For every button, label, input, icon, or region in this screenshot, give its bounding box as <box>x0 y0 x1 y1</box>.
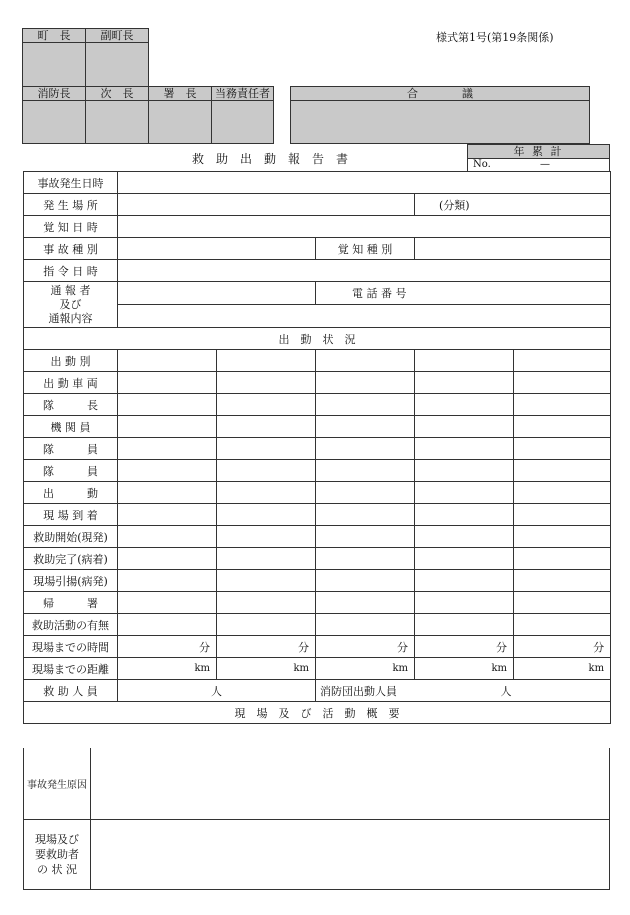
dispatch-row <box>24 504 611 526</box>
dispatch-row <box>24 592 611 614</box>
accident-type-label: 事 故 種 別 <box>24 238 118 260</box>
reporter-row-1 <box>24 282 611 305</box>
dispatch-row-label: 隊 員 <box>24 438 118 460</box>
dispatch-row <box>24 394 611 416</box>
order-datetime-row <box>24 260 611 282</box>
rescue-personnel-label: 救 助 人 員 <box>24 680 118 702</box>
dispatch-row-label: 帰 署 <box>24 592 118 614</box>
council-header: 合 議 <box>291 87 589 101</box>
dispatch-cell[interactable] <box>217 438 316 460</box>
duty-officer-stamp-box[interactable] <box>212 101 273 143</box>
rescue-personnel-row <box>24 680 611 702</box>
dispatch-cell[interactable] <box>316 460 415 482</box>
report-content-field[interactable] <box>118 305 611 328</box>
distance-cell[interactable]: km <box>217 658 316 680</box>
dispatch-row-label: 出 動 車 両 <box>24 372 118 394</box>
time-cell[interactable]: 分 <box>217 636 316 658</box>
station-chief-stamp-box[interactable] <box>149 101 212 143</box>
dispatch-cell[interactable] <box>415 460 514 482</box>
dispatch-row <box>24 416 611 438</box>
dispatch-cell[interactable] <box>316 394 415 416</box>
dispatch-cell[interactable] <box>514 504 611 526</box>
dispatch-cell[interactable] <box>217 548 316 570</box>
distance-cell[interactable]: km <box>118 658 217 680</box>
dispatch-cell[interactable] <box>118 460 217 482</box>
awareness-type-label: 覚 知 種 別 <box>316 238 415 260</box>
dispatch-row <box>24 350 611 372</box>
dispatch-cell[interactable] <box>514 526 611 548</box>
site-status-field[interactable] <box>91 820 609 889</box>
accident-type-row <box>24 238 611 260</box>
classification-label: (分類) <box>439 198 470 212</box>
awareness-datetime-row <box>24 216 611 238</box>
dispatch-cell[interactable] <box>217 526 316 548</box>
fire-chief-header: 消防長 <box>23 87 86 101</box>
dispatch-cell[interactable] <box>118 394 217 416</box>
dispatch-row-label: 救助開始(現発) <box>24 526 118 548</box>
dispatch-row-label: 現 場 到 着 <box>24 504 118 526</box>
dispatch-row-label: 現場引揚(病発) <box>24 570 118 592</box>
time-cell[interactable]: 分 <box>514 636 611 658</box>
dispatch-row <box>24 438 611 460</box>
dispatch-row-label: 救助活動の有無 <box>24 614 118 636</box>
dispatch-cell[interactable] <box>415 394 514 416</box>
no-label: No. <box>473 159 491 170</box>
dispatch-row-label: 隊 長 <box>24 394 118 416</box>
dispatch-cell[interactable] <box>514 416 611 438</box>
report-table <box>23 171 611 724</box>
dispatch-cell[interactable] <box>514 592 611 614</box>
dispatch-rows <box>24 350 611 636</box>
dispatch-cell[interactable] <box>514 394 611 416</box>
location-row <box>24 194 611 216</box>
dispatch-cell[interactable] <box>514 570 611 592</box>
dispatch-cell[interactable] <box>316 614 415 636</box>
dispatch-cell[interactable] <box>415 570 514 592</box>
accident-datetime-label: 事故発生日時 <box>24 172 118 194</box>
summary-header-row <box>24 702 611 724</box>
dispatch-cell[interactable] <box>118 614 217 636</box>
dispatch-row-label: 出 動 別 <box>24 350 118 372</box>
dispatch-cell[interactable] <box>514 372 611 394</box>
location-label: 発 生 場 所 <box>24 194 118 216</box>
dispatch-row <box>24 570 611 592</box>
fire-corps-unit: 人 <box>500 684 512 698</box>
dispatch-cell[interactable] <box>118 592 217 614</box>
dispatch-row <box>24 548 611 570</box>
accident-cause-label: 事故発生原因 <box>24 748 91 819</box>
dispatch-cell[interactable] <box>415 614 514 636</box>
dispatch-cell[interactable] <box>118 438 217 460</box>
dispatch-cell[interactable] <box>316 482 415 504</box>
report-title: 救 助 出 動 報 告 書 <box>191 152 348 166</box>
reporter-label: 通 報 者 及び 通報内容 <box>24 282 118 328</box>
dispatch-cell[interactable] <box>118 350 217 372</box>
dispatch-row-label: 救助完了(病着) <box>24 548 118 570</box>
reporter-name-field[interactable] <box>118 282 316 305</box>
accident-datetime-row <box>24 172 611 194</box>
accident-cause-block <box>23 748 610 820</box>
accident-cause-field[interactable] <box>91 748 609 819</box>
distance-cell[interactable]: km <box>415 658 514 680</box>
dispatch-header-row <box>24 328 611 350</box>
annual-total-number-field[interactable] <box>468 159 609 171</box>
dispatch-cell[interactable] <box>118 372 217 394</box>
town-chief-header: 町 長 <box>23 29 86 43</box>
council-stamp-box[interactable] <box>291 101 589 143</box>
dispatch-row-label: 機 関 員 <box>24 416 118 438</box>
dispatch-cell[interactable] <box>316 504 415 526</box>
dispatch-cell[interactable] <box>118 548 217 570</box>
time-to-site-row <box>24 636 611 658</box>
site-status-label: 現場及び 要救助者 の 状 況 <box>24 820 91 889</box>
time-cell[interactable]: 分 <box>316 636 415 658</box>
dispatch-cell[interactable] <box>217 570 316 592</box>
dispatch-cell[interactable] <box>415 482 514 504</box>
site-status-block <box>23 819 610 890</box>
second-approval-block <box>22 86 274 144</box>
council-block <box>290 86 590 144</box>
dispatch-cell[interactable] <box>415 526 514 548</box>
dispatch-cell[interactable] <box>217 592 316 614</box>
dispatch-cell[interactable] <box>415 592 514 614</box>
dispatch-cell[interactable] <box>217 416 316 438</box>
dispatch-cell[interactable] <box>514 350 611 372</box>
dispatch-cell[interactable] <box>514 438 611 460</box>
awareness-type-field[interactable] <box>415 238 611 260</box>
dispatch-row <box>24 614 611 636</box>
dispatch-cell[interactable] <box>217 460 316 482</box>
classification-field[interactable] <box>415 194 611 216</box>
top-approval-block <box>22 28 149 87</box>
dispatch-cell[interactable] <box>217 350 316 372</box>
dispatch-cell[interactable] <box>316 570 415 592</box>
dispatch-cell[interactable] <box>118 482 217 504</box>
distance-to-site-row <box>24 658 611 680</box>
awareness-datetime-field[interactable] <box>118 216 611 238</box>
dispatch-cell[interactable] <box>316 548 415 570</box>
duty-officer-header: 当務責任者 <box>212 87 273 101</box>
order-datetime-label: 指 令 日 時 <box>24 260 118 282</box>
annual-total-box <box>467 144 610 172</box>
dispatch-cell[interactable] <box>118 416 217 438</box>
deputy-chief-header: 次 長 <box>86 87 149 101</box>
dispatch-cell[interactable] <box>217 504 316 526</box>
dispatch-cell[interactable] <box>316 416 415 438</box>
accident-datetime-field[interactable] <box>118 172 611 194</box>
dispatch-cell[interactable] <box>514 548 611 570</box>
distance-to-site-label: 現場までの距離 <box>24 658 118 680</box>
fire-chief-stamp-box[interactable] <box>23 101 86 143</box>
form-number: 様式第1号(第19条関係) <box>436 31 554 44</box>
distance-cell[interactable]: km <box>316 658 415 680</box>
order-datetime-field[interactable] <box>118 260 611 282</box>
dispatch-cell[interactable] <box>415 548 514 570</box>
time-to-site-label: 現場までの時間 <box>24 636 118 658</box>
dispatch-cell[interactable] <box>514 614 611 636</box>
dispatch-cell[interactable] <box>217 372 316 394</box>
deputy-chief-stamp-box[interactable] <box>86 101 149 143</box>
dispatch-cell[interactable] <box>316 350 415 372</box>
dispatch-cell[interactable] <box>118 570 217 592</box>
location-field[interactable] <box>118 194 415 216</box>
time-cell[interactable]: 分 <box>415 636 514 658</box>
town-chief-stamp-box[interactable] <box>23 43 86 86</box>
rescue-personnel-field[interactable]: 人 <box>118 680 316 702</box>
phone-field[interactable] <box>316 282 611 305</box>
dispatch-cell[interactable] <box>415 372 514 394</box>
phone-label: 電 話 番 号 <box>352 287 407 300</box>
dispatch-header: 出 動 状 況 <box>24 328 611 350</box>
awareness-datetime-label: 覚 知 日 時 <box>24 216 118 238</box>
dispatch-row <box>24 482 611 504</box>
annual-total-label: 年 累 計 <box>468 145 609 159</box>
distance-cell[interactable]: km <box>514 658 611 680</box>
dispatch-cell[interactable] <box>415 438 514 460</box>
dispatch-row <box>24 526 611 548</box>
dispatch-cell[interactable] <box>415 350 514 372</box>
deputy-town-chief-stamp-box[interactable] <box>86 43 148 86</box>
dispatch-cell[interactable] <box>217 482 316 504</box>
dispatch-cell[interactable] <box>316 592 415 614</box>
dispatch-cell[interactable] <box>514 482 611 504</box>
dispatch-row <box>24 460 611 482</box>
fire-corps-field[interactable] <box>316 680 611 702</box>
summary-header: 現 場 及 び 活 動 概 要 <box>24 702 611 724</box>
station-chief-header: 署 長 <box>149 87 212 101</box>
dispatch-cell[interactable] <box>415 416 514 438</box>
dispatch-cell[interactable] <box>118 526 217 548</box>
fire-corps-label: 消防団出動人員 <box>320 684 397 698</box>
time-cell[interactable]: 分 <box>118 636 217 658</box>
deputy-town-chief-header: 副町長 <box>86 29 148 43</box>
dispatch-cell[interactable] <box>118 504 217 526</box>
dispatch-row-label: 隊 員 <box>24 460 118 482</box>
dispatch-cell[interactable] <box>514 460 611 482</box>
dispatch-cell[interactable] <box>217 614 316 636</box>
no-value: — <box>540 159 550 170</box>
dispatch-row <box>24 372 611 394</box>
accident-type-field[interactable] <box>118 238 316 260</box>
dispatch-row-label: 出 動 <box>24 482 118 504</box>
dispatch-cell[interactable] <box>217 394 316 416</box>
dispatch-cell[interactable] <box>415 504 514 526</box>
dispatch-cell[interactable] <box>316 438 415 460</box>
dispatch-cell[interactable] <box>316 372 415 394</box>
dispatch-cell[interactable] <box>316 526 415 548</box>
